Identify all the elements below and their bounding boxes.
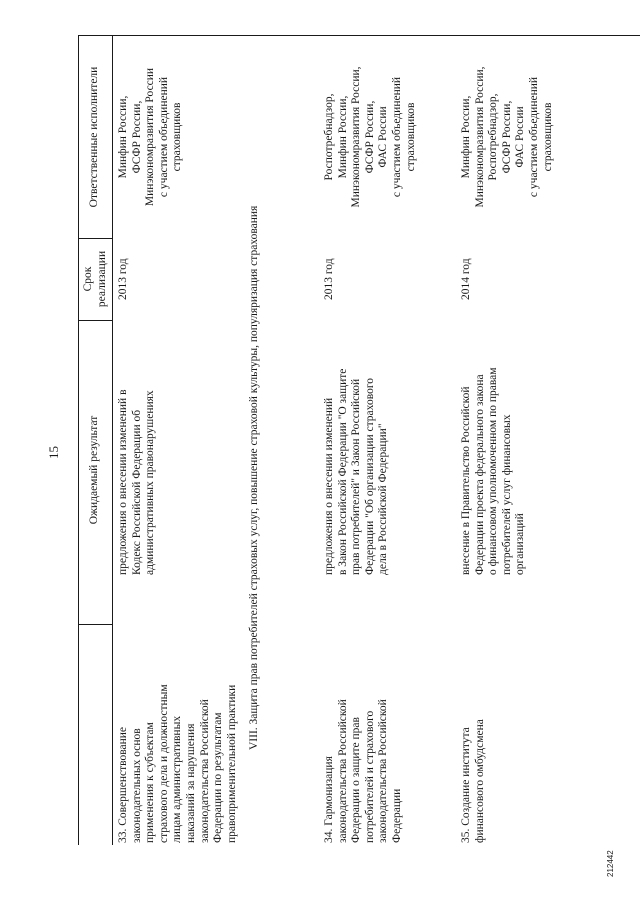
row-33-term: 2013 год [117,258,129,300]
row-35-result: внесение в Правительство Российской Федерации проекта федерального закона о финансовом уполномоченном по правам потребителей услуг финансовых организаций [460,367,527,575]
row-34-action: 34. Гармонизация законодательства Российской Федерации о защите прав потребителей и страхового законодательства Российской Федерации [323,699,403,843]
row-34-executors: Роспотребнадзор, Минфин России, Минэкономразвития России, ФСФР России, ФАС России с участием объединений страховщиков [323,66,417,208]
header-term: Срок реализации [82,250,108,308]
row-35-executors: Минфин России, Минэкономразвития России, Роспотребнадзор, ФСФР России, ФАС России с участием объединений страховщиков [460,66,554,208]
table-top-rule [78,35,79,845]
col-divider-3 [78,238,112,239]
row-33-result: предложения о внесении изменений в Кодекс Российской Федерации об административных правонарушениях [117,389,157,575]
row-35-term: 2014 год [460,258,472,300]
col-divider-1 [78,624,112,625]
col-divider-2 [78,320,112,321]
header-result: Ожидаемый результат [88,415,100,525]
header-executors: Ответственные исполнители [88,66,100,208]
row-34-result: предложения о внесении изменений в Закон Российской Федерации "О защите прав потребителей" и Закон Российской Федерации "Об организации страхового дела в Российской Федерации" [323,368,390,575]
header-bottom-rule [112,35,113,845]
table-right-rule [78,35,640,36]
row-33-action: 33. Совершенствование законодательных основ применения к субъектам страхового дела и должностным лицам административных наказаний за нарушения законодательства Российской Федерации по результатам правоприменительной практики [117,684,238,843]
row-35-action: 35. Создание института финансового омбудсмена [460,719,486,843]
page-number: 15 [46,446,61,459]
section-heading: VIII. Защита прав потребителей страховых услуг, повышение страховой культуры, популяризация страхования [248,205,260,750]
row-34-term: 2013 год [323,258,335,300]
document-code: 212442 [606,850,615,877]
row-33-executors: Минфин России, ФСФР России, Минэкономразвития России с участием объединений страховщиков [117,67,184,207]
